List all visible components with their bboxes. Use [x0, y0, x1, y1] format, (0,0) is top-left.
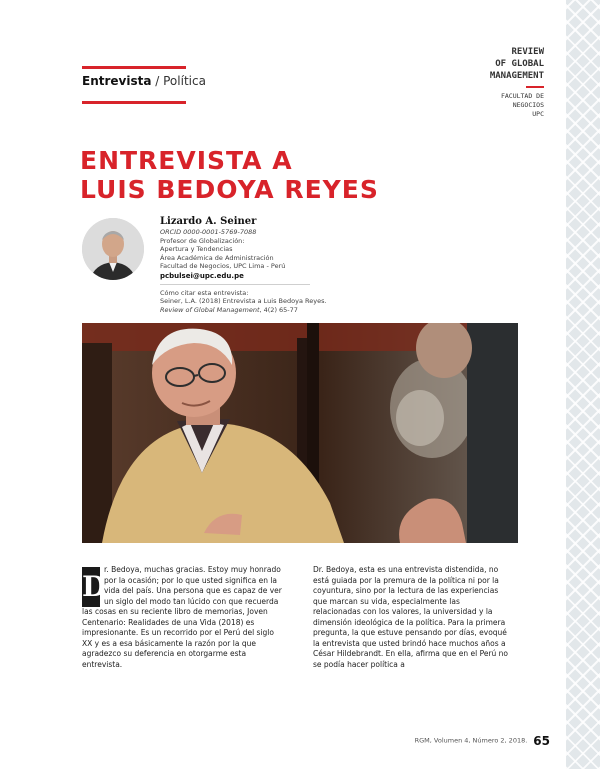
author-role: Profesor de Globalización: [160, 236, 245, 245]
interview-photo-icon [82, 323, 518, 543]
author-block [160, 216, 370, 314]
dropcap: D [82, 567, 100, 607]
section-rule-bottom [82, 101, 186, 104]
citation-label: Cómo citar esta entrevista: [160, 288, 249, 297]
author-role: Apertura y Tendencias [160, 245, 233, 253]
interview-photo [82, 323, 518, 543]
author-area: Área Académica de Administración [160, 253, 274, 262]
journal-line: REVIEW [511, 47, 544, 57]
section-main: Entrevista [82, 74, 152, 88]
page-number: 65 [533, 733, 550, 748]
faculty-line: UPC [532, 110, 544, 118]
journal-line: MANAGEMENT [489, 71, 544, 81]
faculty-line: FACULTAD DE [500, 92, 544, 100]
article-title [80, 146, 379, 204]
author-portrait-icon [82, 218, 144, 280]
title-line-2: LUIS BEDOYA REYES [80, 175, 379, 204]
section-label [82, 74, 206, 88]
citation-source [160, 306, 370, 315]
section-rule-top [82, 66, 186, 69]
decorative-side-pattern [566, 0, 600, 769]
citation-volume: , 4(2) 65-77 [259, 305, 298, 314]
journal-name [464, 46, 544, 82]
section-separator: / [151, 74, 164, 88]
citation-reference: Seiner, L.A. (2018) Entrevista a Luis Bedoya Reyes. [160, 297, 327, 305]
author-orcid[interactable]: ORCID 0000-0001-5769-7088 [160, 228, 257, 236]
page-footer [400, 730, 550, 749]
journal-line: OF GLOBAL [495, 59, 544, 69]
journal-faculty [464, 92, 544, 119]
body-column-right [313, 565, 509, 670]
author-email[interactable]: pcbulsei@upc.edu.pe [160, 271, 244, 280]
title-line-1: ENTREVISTA A [80, 146, 293, 175]
body-column-left [82, 565, 282, 670]
faculty-line: NEGOCIOS [512, 101, 544, 109]
footer-citation: RGM, Volumen 4, Número 2, 2018. [414, 736, 528, 745]
journal-rule [526, 86, 544, 88]
author-avatar [82, 218, 144, 280]
citation-journal: Review of Global Management [160, 305, 260, 314]
body-paragraph: r. Bedoya, muchas gracias. Estoy muy honrado por la ocasión; por lo que usted significa en la vida del país. Una persona que es capaz de ver un siglo del modo tan lúcido con que recuerda las cosas en su reciente libro de memorias, Joven Centenario: Realidades de una Vida (2018) es impresionante. Es un recorrido por el Perú del siglo XX y es a esa básicamente la razón por la que agradezco su deferencia en otorgarme esta entrevista. [82, 565, 282, 669]
author-name: Lizardo A. Seiner [160, 216, 257, 227]
section-sub: Política [163, 74, 206, 88]
author-faculty: Facultad de Negocios, UPC Lima - Perú [160, 262, 286, 270]
body-paragraph: Dr. Bedoya, esta es una entrevista distendida, no está guiada por la premura de la política ni por la coyuntura, sino por la lectura de las experiencias que marcan su vida, especialmente las relacionadas con los valores, la universidad y la dimensión ideológica de la política. Para la primera pregunta, la que estuve pensando por días, evoqué la entrevista que usted brindó hace muchos años a César Hildebrandt. En ella, afirma que en el Perú no se podía hacer política a [313, 565, 509, 669]
divider [160, 284, 310, 285]
